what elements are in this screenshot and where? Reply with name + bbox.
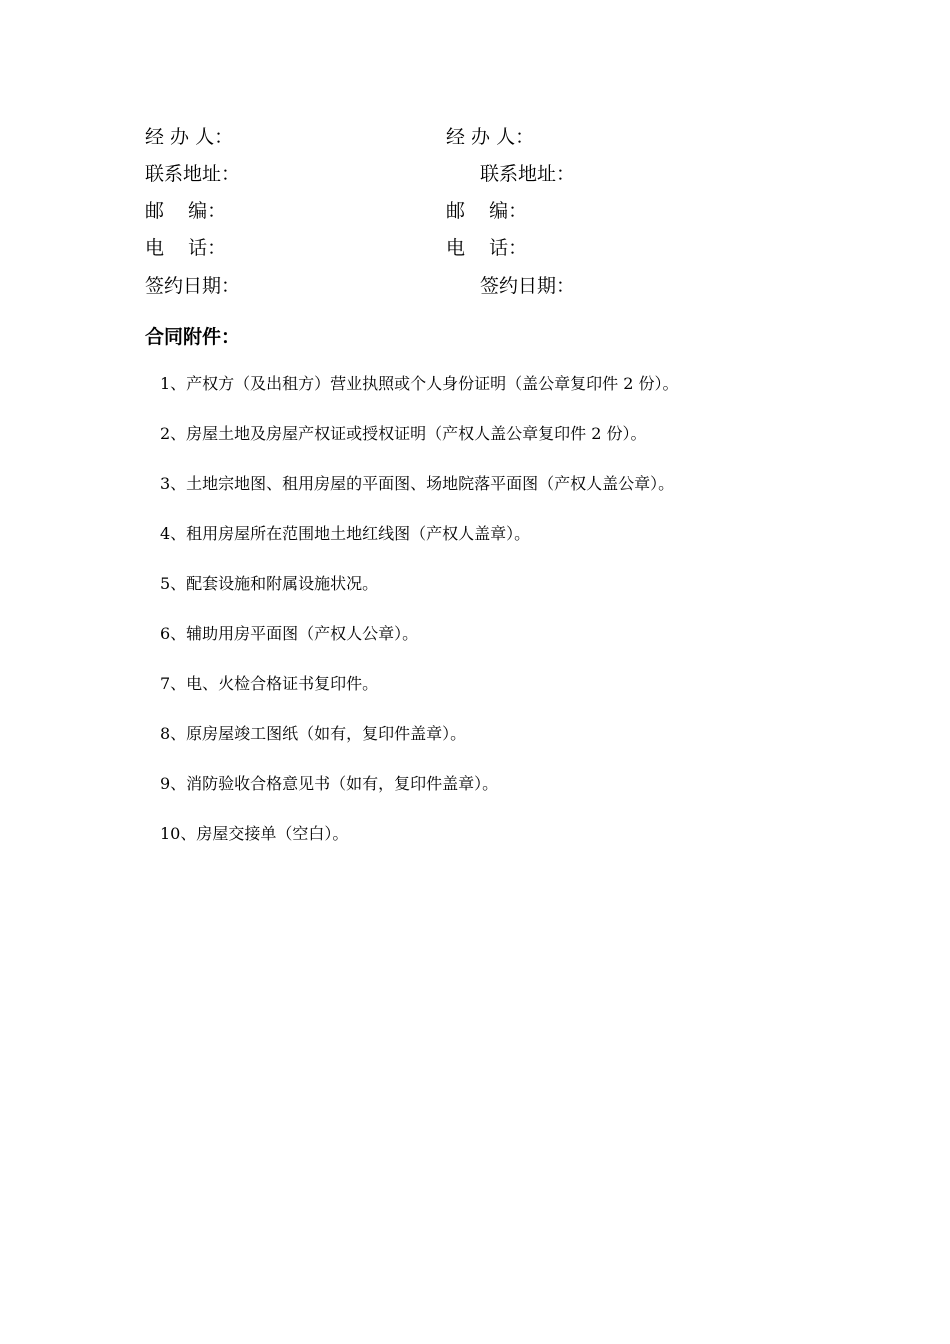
attachment-item: 5、配套设施和附属设施状况。 — [160, 574, 379, 593]
attachment-item: 9、消防验收合格意见书（如有，复印件盖章）。 — [160, 774, 499, 793]
attachment-item: 10、房屋交接单（空白）。 — [160, 824, 349, 843]
attachment-item: 1、产权方（及出租方）营业执照或个人身份证明（盖公章复印件 2 份）。 — [160, 374, 679, 393]
attachment-item: 3、土地宗地图、租用房屋的平面图、场地院落平面图（产权人盖公章）。 — [160, 474, 675, 493]
left-postcode-label: 邮 编： — [145, 200, 227, 222]
left-agent-label: 经 办 人： — [145, 126, 234, 148]
right-address-label: 联系地址： — [480, 163, 576, 185]
left-date-label: 签约日期： — [145, 275, 241, 297]
attachments-heading: 合同附件： — [145, 326, 241, 348]
attachment-item: 8、原房屋竣工图纸（如有，复印件盖章）。 — [160, 724, 467, 743]
left-phone-label: 电 话： — [145, 237, 227, 259]
attachment-item: 2、房屋土地及房屋产权证或授权证明（产权人盖公章复印件 2 份）。 — [160, 424, 647, 443]
attachment-item: 6、辅助用房平面图（产权人公章）。 — [160, 624, 419, 643]
left-address-label: 联系地址： — [145, 163, 241, 185]
right-postcode-label: 邮 编： — [446, 200, 528, 222]
attachments-list — [160, 373, 679, 873]
attachment-item: 4、租用房屋所在范围地土地红线图（产权人盖章）。 — [160, 524, 531, 543]
right-agent-label: 经 办 人： — [446, 126, 535, 148]
right-date-label: 签约日期： — [480, 275, 576, 297]
attachment-item: 7、电、火检合格证书复印件。 — [160, 674, 379, 693]
right-phone-label: 电 话： — [446, 237, 528, 259]
